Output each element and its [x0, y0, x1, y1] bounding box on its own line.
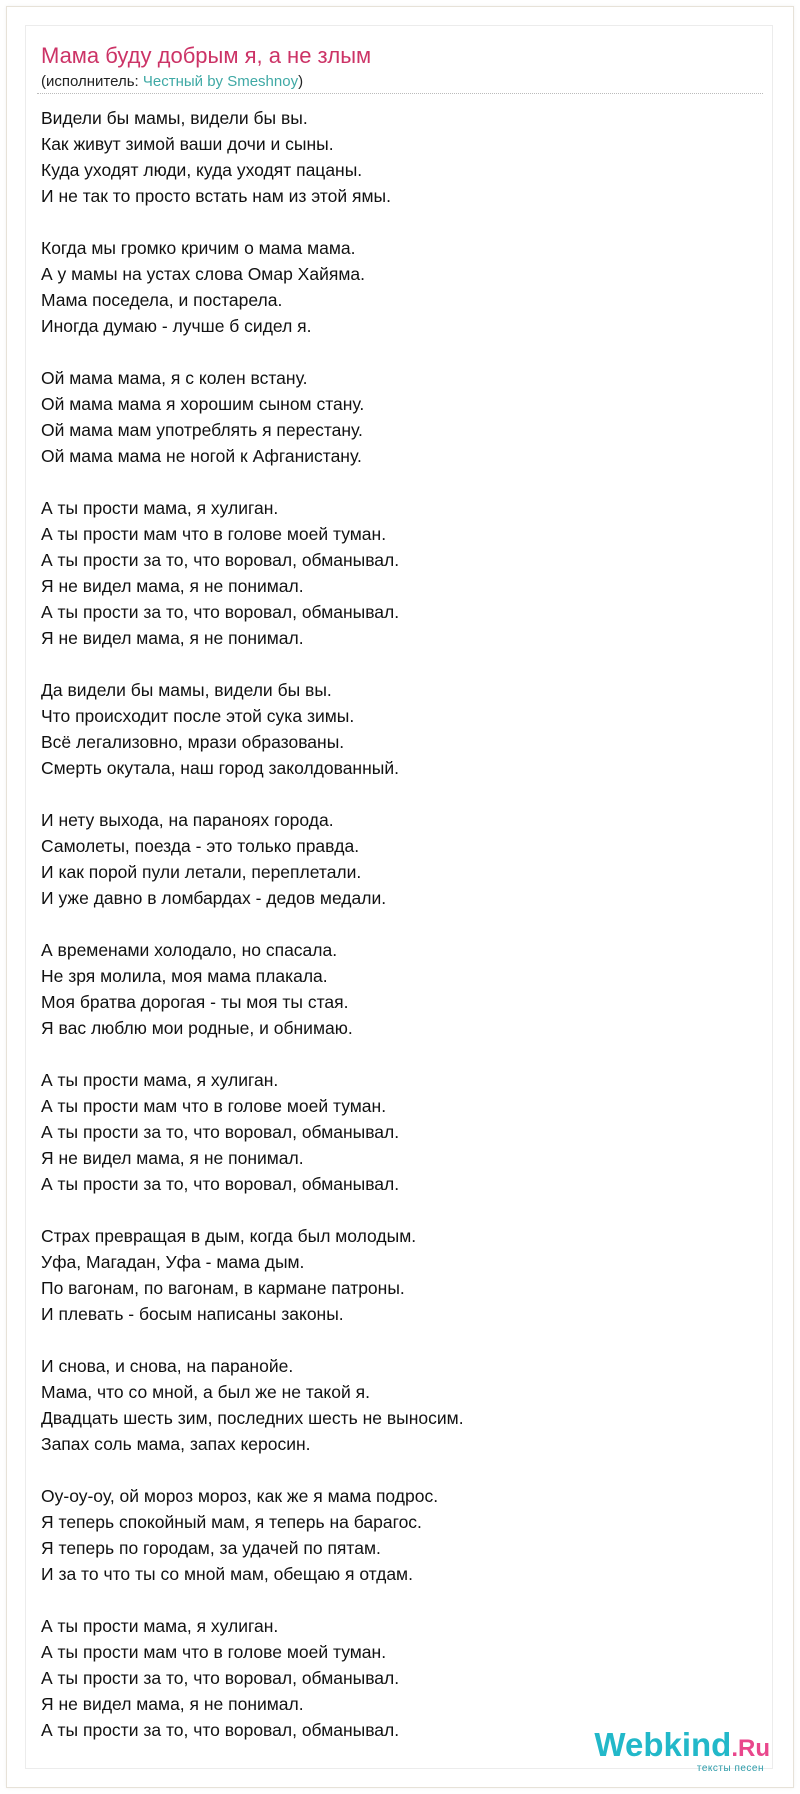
lyric-line: По вагонам, по вагонам, в кармане патроны.	[41, 1278, 405, 1298]
lyric-line: Что происходит после этой сука зимы.	[41, 706, 355, 726]
artist-prefix: (исполнитель:	[41, 73, 143, 90]
lyric-line: Я не видел мама, я не понимал.	[41, 1148, 304, 1168]
lyric-line: Куда уходят люди, куда уходят пацаны.	[41, 160, 363, 180]
lyric-line: Самолеты, поезда - это только правда.	[41, 836, 360, 856]
lyric-line: И снова, и снова, на паранойе.	[41, 1356, 294, 1376]
artist-line	[41, 73, 303, 91]
artist-link[interactable]: Честный by Smeshnoy	[142, 73, 299, 90]
lyric-line: Ой мама мама я хорошим сыном стану.	[41, 394, 365, 414]
lyric-line: Я не видел мама, я не понимал.	[41, 1694, 304, 1714]
lyric-line: И за то что ты со мной мам, обещаю я отдам.	[41, 1564, 413, 1584]
lyric-line: Мама, что со мной, а был же не такой я.	[41, 1382, 370, 1402]
lyric-line: И не так то просто встать нам из этой ямы.	[41, 186, 391, 206]
lyric-line: А ты прости за то, что воровал, обманывал.	[41, 1122, 400, 1142]
lyric-line: И уже давно в ломбардах - дедов медали.	[41, 888, 387, 908]
lyric-line: И плевать - босым написаны законы.	[41, 1304, 344, 1324]
lyric-line: Когда мы громко кричим о мама мама.	[41, 238, 356, 258]
lyrics-stanza	[41, 495, 741, 651]
lyric-line: Мама поседела, и постарела.	[41, 290, 283, 310]
lyrics-stanza	[41, 1483, 741, 1587]
title-divider	[37, 93, 763, 94]
lyric-line: А ты прости за то, что воровал, обманывал.	[41, 602, 400, 622]
lyrics-stanza	[41, 1613, 741, 1743]
lyric-line: Двадцать шесть зим, последних шесть не выносим.	[41, 1408, 464, 1428]
lyric-line: Иногда думаю - лучше б сидел я.	[41, 316, 312, 336]
lyrics-stanza	[41, 937, 741, 1041]
lyric-line: А ты прости мам что в голове моей туман.	[41, 1642, 387, 1662]
lyric-line: А ты прости за то, что воровал, обманывал.	[41, 1720, 400, 1740]
lyric-line: Запах соль мама, запах керосин.	[41, 1434, 311, 1454]
lyric-line: Как живут зимой ваши дочи и сыны.	[41, 134, 334, 154]
lyrics-stanza	[41, 807, 741, 911]
lyric-line: Страх превращая в дым, когда был молодым.	[41, 1226, 417, 1246]
lyric-line: А ты прости мам что в голове моей туман.	[41, 1096, 387, 1116]
lyric-line: А временами холодало, но спасала.	[41, 940, 338, 960]
lyric-line: Моя братва дорогая - ты моя ты стая.	[41, 992, 349, 1012]
lyric-line: А ты прости за то, что воровал, обманывал.	[41, 1668, 400, 1688]
lyric-line: Не зря молила, моя мама плакала.	[41, 966, 328, 986]
lyric-line: Смерть окутала, наш город заколдованный.	[41, 758, 399, 778]
lyric-line: Ой мама мама не ногой к Афганистану.	[41, 446, 362, 466]
lyric-line: А ты прости мама, я хулиган.	[41, 498, 279, 518]
lyric-line: А ты прости мама, я хулиган.	[41, 1070, 279, 1090]
lyric-line: Видели бы мамы, видели бы вы.	[41, 108, 308, 128]
lyrics-body	[41, 105, 741, 1769]
lyrics-stanza	[41, 365, 741, 469]
lyric-line: Я не видел мама, я не понимал.	[41, 576, 304, 596]
webkind-logo	[594, 1728, 770, 1766]
lyric-line: А у мамы на устах слова Омар Хайяма.	[41, 264, 365, 284]
lyric-line: И как порой пули летали, переплетали.	[41, 862, 362, 882]
lyric-line: Я не видел мама, я не понимал.	[41, 628, 304, 648]
lyrics-stanza	[41, 105, 741, 209]
lyric-line: Я теперь спокойный мам, я теперь на барагос.	[41, 1512, 422, 1532]
lyrics-stanza	[41, 1223, 741, 1327]
lyric-line: А ты прости мама, я хулиган.	[41, 1616, 279, 1636]
artist-suffix: )	[298, 73, 304, 90]
lyric-line: Всё легализовно, мрази образованы.	[41, 732, 345, 752]
logo-tld-text: .Ru	[731, 1735, 770, 1762]
lyric-line: А ты прости за то, что воровал, обманывал.	[41, 550, 400, 570]
lyric-line: Ой мама мама, я с колен встану.	[41, 368, 308, 388]
lyrics-stanza	[41, 1067, 741, 1197]
lyric-line: Да видели бы мамы, видели бы вы.	[41, 680, 332, 700]
lyrics-stanza	[41, 1353, 741, 1457]
lyric-line: И нету выхода, на параноях города.	[41, 810, 334, 830]
lyric-line: Уфа, Магадан, Уфа - мама дым.	[41, 1252, 305, 1272]
logo-main-text: Webkind	[594, 1726, 732, 1763]
lyric-line: А ты прости за то, что воровал, обманывал.	[41, 1174, 400, 1194]
site-watermark	[594, 1728, 770, 1774]
lyrics-stanza	[41, 677, 741, 781]
lyric-line: Оу-оу-оу, ой мороз мороз, как же я мама подрос.	[41, 1486, 439, 1506]
lyric-line: Я вас люблю мои родные, и обнимаю.	[41, 1018, 353, 1038]
lyric-line: А ты прости мам что в голове моей туман.	[41, 524, 387, 544]
song-title: Мама буду добрым я, а не злым	[41, 43, 372, 68]
lyric-line: Ой мама мам употреблять я перестану.	[41, 420, 363, 440]
lyrics-stanza	[41, 235, 741, 339]
logo-tagline: тексты песен	[696, 1763, 764, 1774]
lyric-line: Я теперь по городам, за удачей по пятам.	[41, 1538, 381, 1558]
